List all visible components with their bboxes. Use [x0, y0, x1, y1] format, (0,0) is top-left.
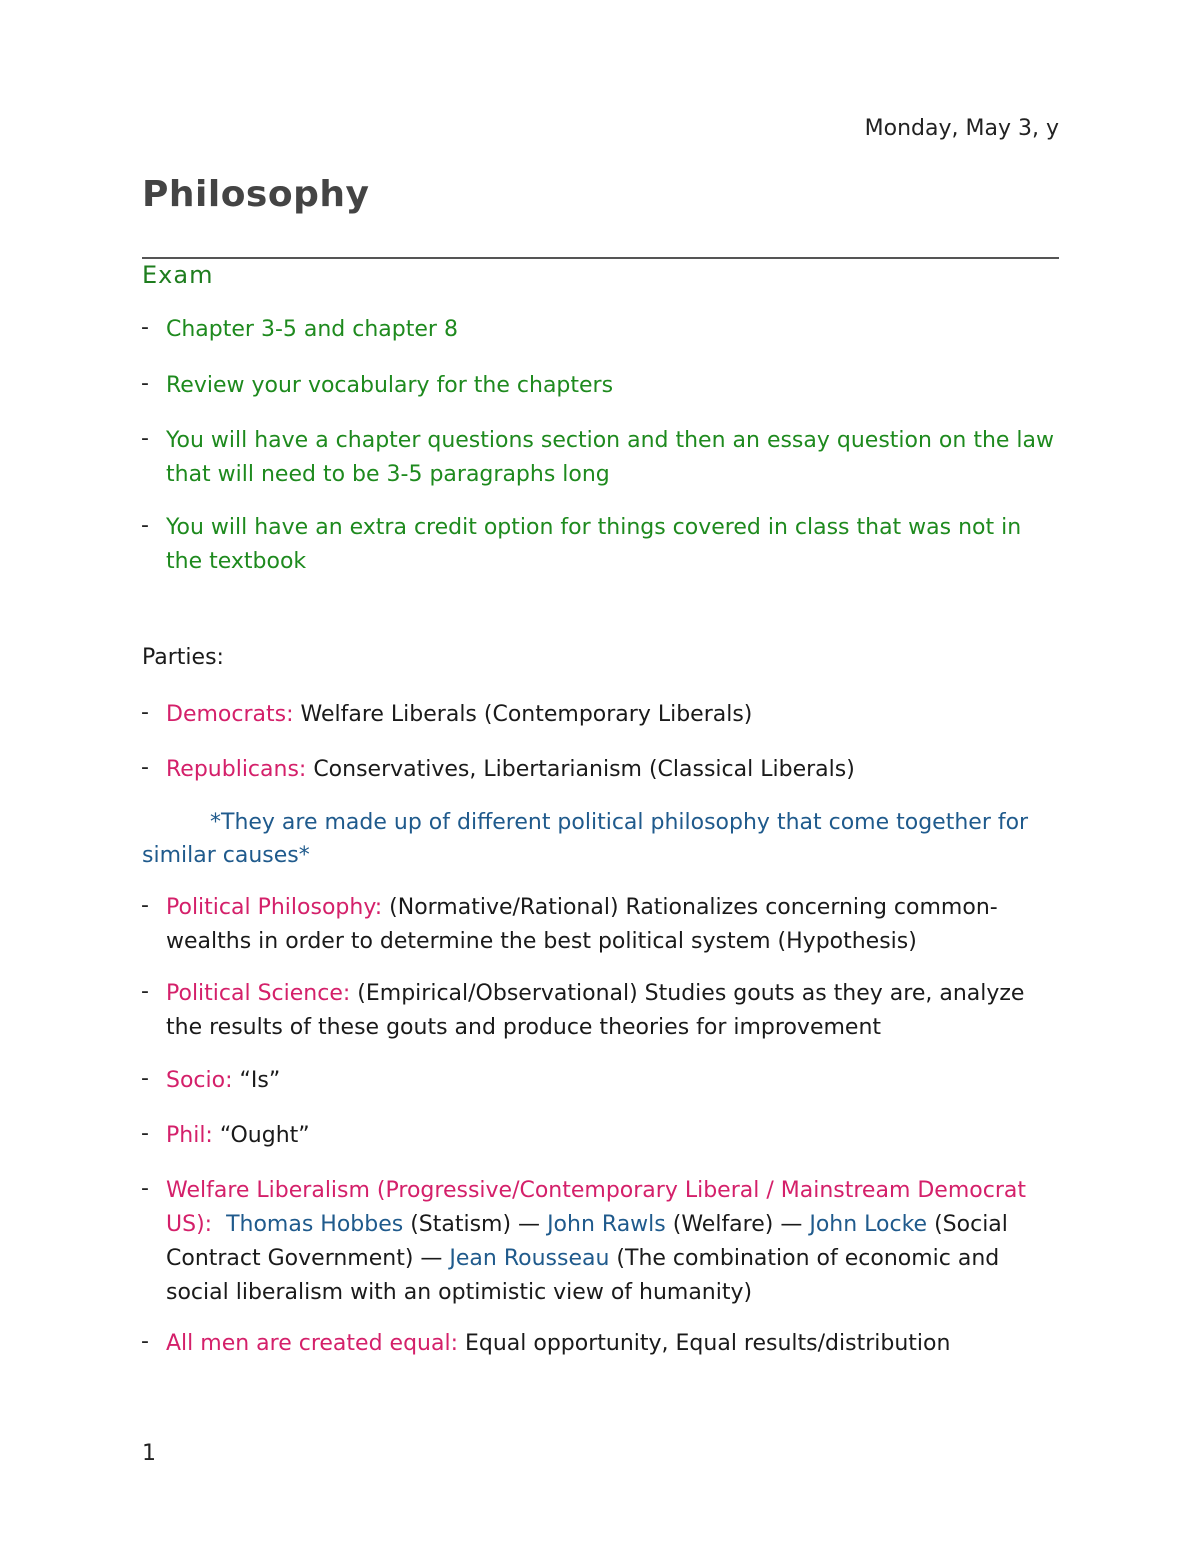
political-philosophy-desc: (Normative/Rational) Rationalizes concerning common-wealths in order to determine the best political system (Hypothesis) — [166, 895, 998, 954]
bullet-dash: - — [141, 513, 149, 538]
bullet-dash: - — [141, 893, 149, 918]
phil-term: Phil: — [166, 1123, 213, 1148]
welfare-liberalism-item — [166, 1174, 1056, 1310]
parties-heading: Parties: — [142, 645, 224, 670]
rousseau-text: (The combination of economic and social liberalism with an optimistic view of humanity) — [166, 1246, 1000, 1305]
bullet-dash: - — [141, 755, 149, 780]
bullet-dash: - — [141, 1176, 149, 1201]
bullet-dash: - — [141, 1121, 149, 1146]
social-contract-text: (Social Contract Government) — — [166, 1212, 1008, 1271]
bullet-dash: - — [141, 700, 149, 725]
republicans-desc: Conservatives, Libertarianism (Classical Liberals) — [306, 757, 855, 782]
exam-heading: Exam — [142, 261, 214, 289]
democrats-item — [166, 698, 1056, 732]
john-rawls: John Rawls — [547, 1212, 666, 1237]
bullet-dash: - — [141, 315, 149, 340]
title-divider — [142, 257, 1059, 259]
equal-item — [166, 1327, 1056, 1361]
parties-note — [142, 806, 1062, 872]
socio-term: Socio: — [166, 1068, 233, 1093]
phil-item — [166, 1119, 1056, 1153]
john-locke: John Locke — [809, 1212, 928, 1237]
exam-item-3: You will have a chapter questions section and then an essay question on the law that will need to be 3-5 paragraphs long — [166, 428, 1055, 487]
bullet-dash: - — [141, 979, 149, 1004]
exam-item-2: Review your vocabulary for the chapters — [166, 373, 614, 398]
political-philosophy-item — [166, 891, 1056, 959]
political-science-item — [166, 977, 1056, 1045]
welfare-liberalism-term: Welfare Liberalism (Progressive/Contemporary Liberal / Mainstream Democrat US): — [166, 1178, 1026, 1237]
bullet-dash: - — [141, 1329, 149, 1354]
socio-desc: “Is” — [232, 1068, 281, 1093]
bullet-dash: - — [141, 426, 149, 451]
equal-term: All men are created equal: — [166, 1331, 458, 1356]
thomas-hobbes: Thomas Hobbes — [226, 1212, 404, 1237]
welfare-text: (Welfare) — — [665, 1212, 810, 1237]
page-title: Philosophy — [142, 174, 370, 215]
democrats-desc: Welfare Liberals (Contemporary Liberals) — [293, 702, 753, 727]
political-science-term: Political Science: — [166, 981, 351, 1006]
political-philosophy-term: Political Philosophy: — [166, 895, 383, 920]
jean-rousseau: Jean Rousseau — [449, 1246, 610, 1271]
equal-desc: Equal opportunity, Equal results/distribution — [457, 1331, 951, 1356]
page-number: 1 — [142, 1441, 156, 1466]
democrats-term: Democrats: — [166, 702, 294, 727]
exam-item-4: You will have an extra credit option for things covered in class that was not in the textbook — [166, 515, 1022, 574]
exam-item-1: Chapter 3-5 and chapter 8 — [166, 317, 458, 342]
phil-desc: “Ought” — [212, 1123, 310, 1148]
document-date: Monday, May 3, y — [864, 116, 1059, 141]
socio-item — [166, 1064, 1056, 1098]
political-science-desc: (Empirical/Observational) Studies gouts as they are, analyze the results of these gouts and produce theories for improvement — [166, 981, 1025, 1040]
statism-text: (Statism) — — [403, 1212, 548, 1237]
parties-note-text: *They are made up of different political philosophy that come together for similar causes* — [142, 810, 1029, 868]
bullet-dash: - — [141, 371, 149, 396]
republicans-item — [166, 753, 1056, 787]
republicans-term: Republicans: — [166, 757, 307, 782]
bullet-dash: - — [141, 1066, 149, 1091]
